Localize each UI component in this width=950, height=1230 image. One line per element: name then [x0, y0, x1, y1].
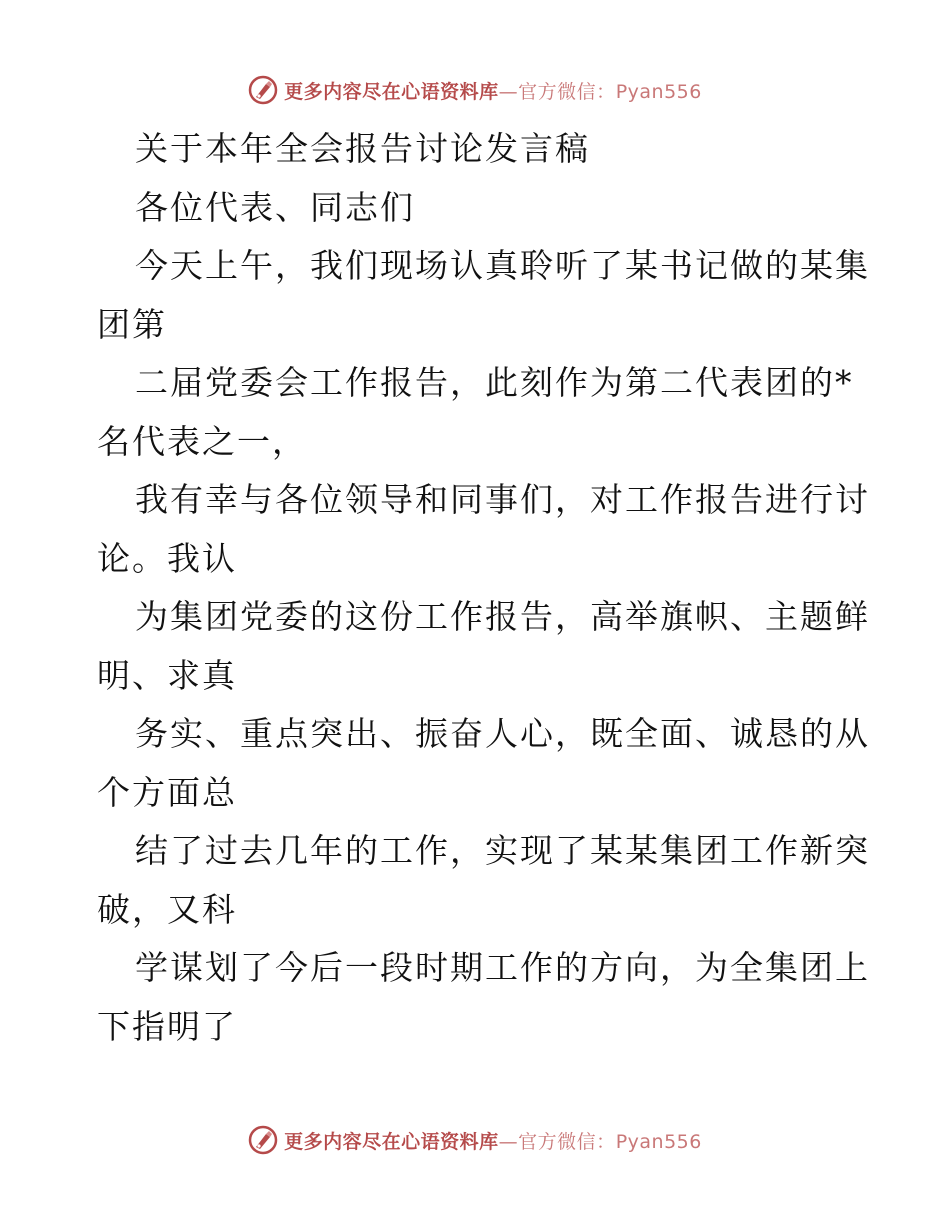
pen-nib-logo-icon: [248, 75, 278, 105]
footer-watermark: [0, 1120, 950, 1160]
text-line: 个方面总: [97, 772, 237, 812]
document-body: [97, 120, 870, 1056]
text-line: 学谋划了今后一段时期工作的方向，为全集团上: [135, 948, 870, 987]
pen-nib-logo-icon: [248, 1125, 278, 1155]
salutation: 各位代表、同志们: [135, 187, 415, 227]
text-line: 今天上午，我们现场认真聆听了某书记做的某集: [135, 246, 870, 285]
text-line: 为集团党委的这份工作报告，高举旗帜、主题鲜: [135, 597, 870, 636]
text-line: 务实、重点突出、振奋人心，既全面、诚恳的从: [135, 714, 870, 753]
watermark-text: 更多内容尽在心语资料库—官方微信：Pyan556: [284, 1130, 702, 1153]
text-line: 结了过去几年的工作，实现了某某集团工作新突: [135, 831, 870, 870]
text-line: 名代表之一，: [97, 421, 307, 461]
text-line: 二届党委会工作报告，此刻作为第二代表团的*: [135, 363, 854, 402]
text-line: 论。我认: [97, 538, 237, 578]
text-line: 破，又科: [97, 889, 237, 929]
watermark-text: 更多内容尽在心语资料库—官方微信：Pyan556: [284, 80, 702, 103]
document-title: 关于本年全会报告讨论发言稿: [135, 129, 590, 168]
text-line: 团第: [97, 304, 167, 344]
text-line: 我有幸与各位领导和同事们，对工作报告进行讨: [135, 480, 870, 519]
text-line: 下指明了: [97, 1006, 237, 1046]
header-watermark: [0, 70, 950, 110]
text-line: 明、求真: [97, 655, 237, 695]
